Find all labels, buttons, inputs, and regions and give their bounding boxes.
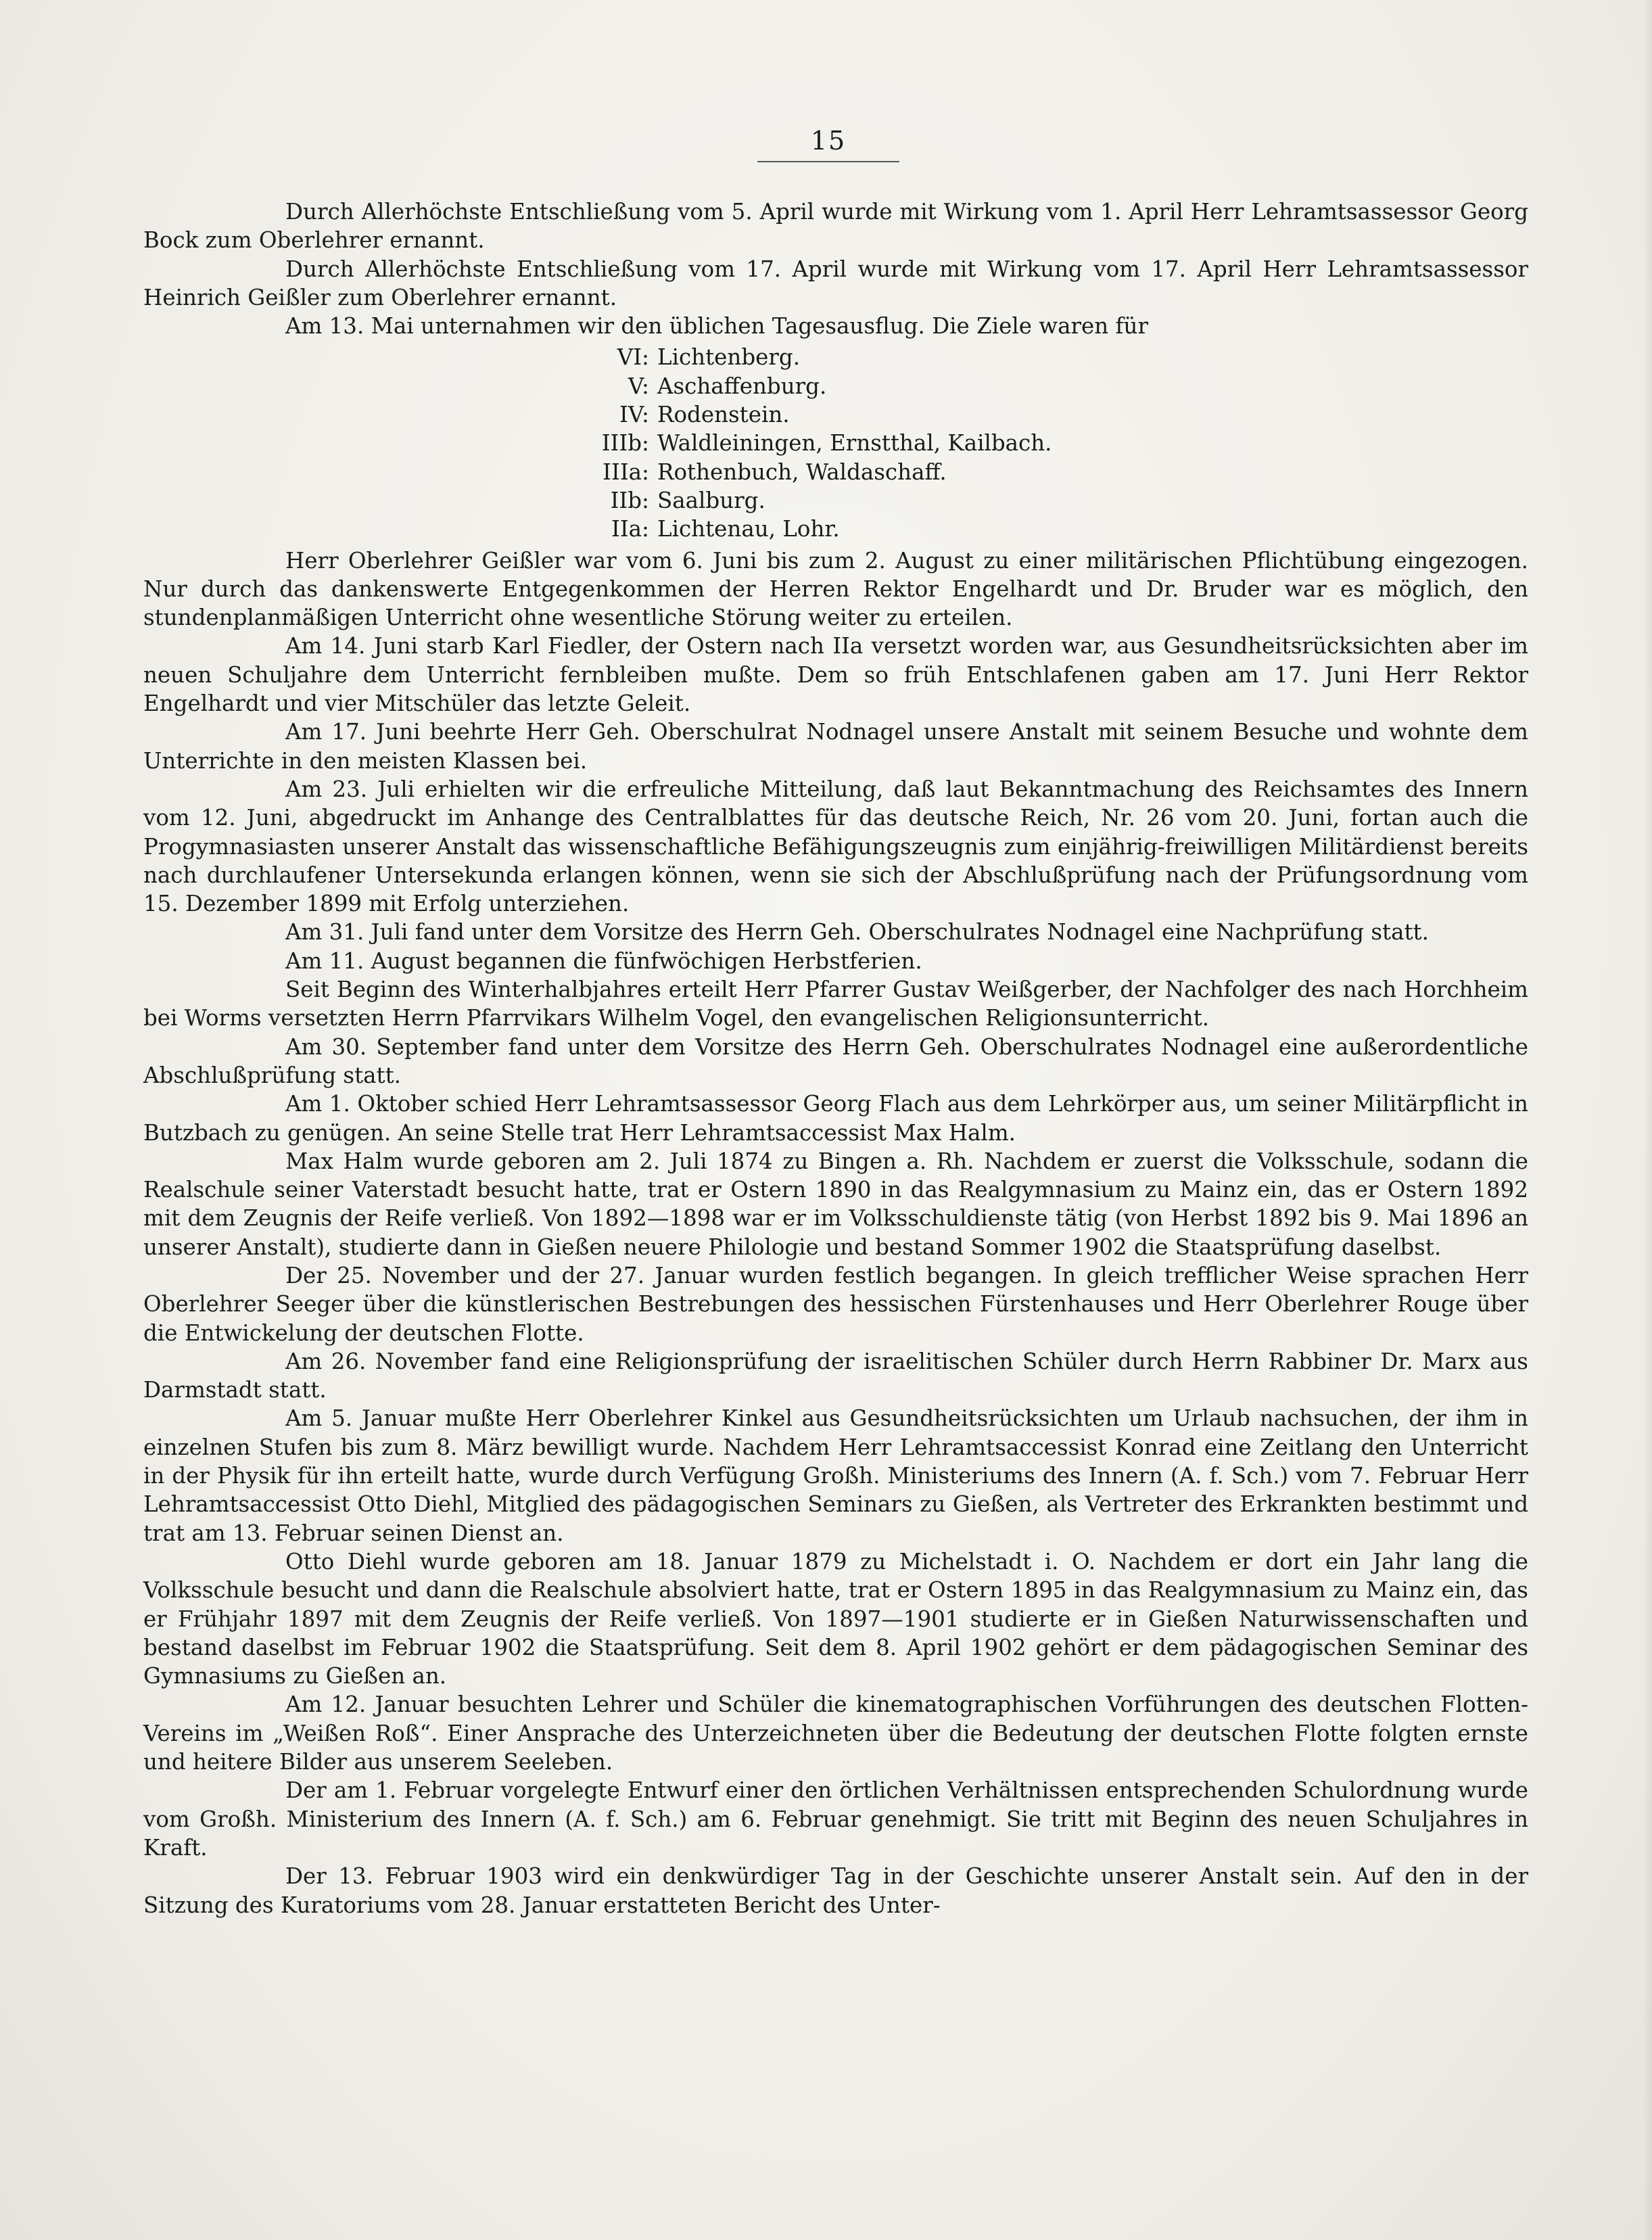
excursion-goal-row (143, 515, 1528, 543)
goal-class: IIa: (611, 516, 649, 542)
document-body (143, 197, 1528, 1919)
goal-class: IIIa: (603, 459, 649, 485)
paragraph-religion-exam: Am 26. November fand eine Religionsprüfung der israelitischen Schüler durch Herrn Rabbiner Dr. Marx aus Darmstadt statt. (143, 1348, 1528, 1403)
paragraph-cinema-visit: Am 12. Januar besuchten Lehrer und Schüler die kinematographischen Vorführungen des deutschen Flotten-Vereins im „Weißen Roß“. Einer Ansprache des Unterzeichneten über die Bedeutung der deutschen Flotte folgten ernste und heitere Bilder aus unserem Seeleben. (143, 1691, 1528, 1775)
excursion-goal-row (143, 458, 1528, 486)
paragraph-autumn-holidays: Am 11. August begannen die fünfwöchigen Herbstferien. (285, 948, 922, 974)
goal-destination: Lichtenau, Lohr. (657, 516, 840, 542)
page-edge-shadow (1643, 0, 1652, 2240)
excursion-goal-row (143, 486, 1528, 515)
page-number-rule (757, 161, 899, 162)
excursion-goal-row (143, 429, 1528, 457)
paragraph-halm-biography: Max Halm wurde geboren am 2. Juli 1874 zu Bingen a. Rh. Nachdem er zuerst die Volksschule, sodann die Realschule seiner Vaterstadt besucht hatte, trat er Ostern 1890 in das Realgymnasium zu Mainz ein, das er Ostern 1892 mit dem Zeugnis der Reife verließ. Von 1892—1898 war er im Volksschuldienste tätig (von Herbst 1892 bis 9. Mai 1896 an unserer Anstalt), studierte dann in Gießen neuere Philologie und bestand Sommer 1902 die Staatsprüfung daselbst. (143, 1148, 1528, 1260)
goal-class: IIb: (610, 487, 649, 513)
paragraph-bock-appointment: Durch Allerhöchste Entschließung vom 5. April wurde mit Wirkung vom 1. April Herr Lehramtsassessor Georg Bock zum Oberlehrer ernannt. (143, 199, 1528, 254)
excursion-goal-row (143, 343, 1528, 371)
goal-destination: Waldleiningen, Ernstthal, Kailbach. (657, 430, 1052, 457)
paragraph-extra-exam: Am 30. September fand unter dem Vorsitze des Herrn Geh. Oberschulrates Nodnagel eine außerordentliche Abschlußprüfung statt. (143, 1033, 1528, 1088)
excursion-goals-list (143, 343, 1528, 543)
paragraph-kinkel-leave: Am 5. Januar mußte Herr Oberlehrer Kinkel aus Gesundheitsrücksichten um Urlaub nachsuchen, der ihm in einzelnen Stufen bis zum 8. März bewilligt wurde. Nachdem Herr Lehramtsaccessist Konrad eine Zeitlang den Unterricht in der Physik für ihn erteilt hatte, wurde durch Verfügung Großh. Ministeriums des Innern (A. f. Sch.) vom 7. Februar Herr Lehramtsaccessist Otto Diehl, Mitglied des pädagogischen Seminars zu Gießen, als Vertreter des Erkrankten bestimmt und trat am 13. Februar seinen Dienst an. (143, 1405, 1528, 1546)
goal-destination: Saalburg. (657, 487, 765, 513)
goal-class: V: (628, 373, 649, 399)
paragraph-flach-departure: Am 1. Oktober schied Herr Lehramtsassessor Georg Flach aus dem Lehrkörper aus, um seiner Militärpflicht in Butzbach zu genügen. An seine Stelle trat Herr Lehramtsaccessist Max Halm. (143, 1091, 1528, 1146)
goal-destination: Aschaffenburg. (657, 373, 827, 399)
paragraph-february-13: Der 13. Februar 1903 wird ein denkwürdiger Tag in der Geschichte unserer Anstalt sein. Auf den in der Sitzung des Kuratoriums vom 28. Januar erstatteten Bericht des Unter- (143, 1863, 1528, 1918)
paragraph-geissler-appointment: Durch Allerhöchste Entschließung vom 17. April wurde mit Wirkung vom 17. April Herr Lehramtsassessor Heinrich Geißler zum Oberlehrer ernannt. (143, 256, 1528, 310)
paragraph-nodnagel-visit: Am 17. Juni beehrte Herr Geh. Oberschulrat Nodnagel unsere Anstalt mit seinem Besuche und wohnte dem Unterrichte in den meisten Klassen bei. (143, 719, 1528, 774)
paragraph-geissler-military: Herr Oberlehrer Geißler war vom 6. Juni bis zum 2. August zu einer militärischen Pflichtübung eingezogen. Nur durch das dankenswerte Entgegenkommen der Herren Rektor Engelhardt und Dr. Bruder war es möglich, den stundenplanmäßigen Unterricht ohne wesentliche Störung weiter zu erteilen. (143, 547, 1528, 631)
paragraph-reexamination: Am 31. Juli fand unter dem Vorsitze des Herrn Geh. Oberschulrates Nodnagel eine Nachprüfung statt. (285, 919, 1429, 946)
goal-class: IV: (619, 402, 649, 428)
goal-destination: Lichtenberg. (657, 344, 801, 371)
goal-destination: Rodenstein. (657, 402, 790, 428)
paragraph-school-rules: Der am 1. Februar vorgelegte Entwurf einer den örtlichen Verhältnissen entsprechenden Schulordnung wurde vom Großh. Ministerium des Innern (A. f. Sch.) am 6. Februar genehmigt. Sie tritt mit Beginn des neuen Schuljahres in Kraft. (143, 1777, 1528, 1861)
paragraph-celebrations: Der 25. November und der 27. Januar wurden festlich begangen. In gleich trefflicher Weise sprachen Herr Oberlehrer Seeger über die künstlerischen Bestrebungen des hessischen Fürstenhauses und Herr Oberlehrer Rouge über die Entwickelung der deutschen Flotte. (143, 1262, 1528, 1346)
page-number: 15 (810, 126, 847, 156)
paragraph-excursion-intro: Am 13. Mai unternahmen wir den üblichen Tagesausflug. Die Ziele waren für (285, 313, 1149, 340)
paragraph-fiedler-death: Am 14. Juni starb Karl Fiedler, der Ostern nach IIa versetzt worden war, aus Gesundheitsrücksichten aber im neuen Schuljahre dem Unterricht fernbleiben mußte. Dem so früh Entschlafenen gaben am 17. Juni Herr Rektor Engelhardt und vier Mitschüler das letzte Geleit. (143, 633, 1528, 717)
excursion-goal-row (143, 400, 1528, 429)
paragraph-diehl-biography: Otto Diehl wurde geboren am 18. Januar 1879 zu Michelstadt i. O. Nachdem er dort ein Jahr lang die Volksschule besucht und dann die Realschule absolviert hatte, trat er Ostern 1895 in das Realgymnasium zu Mainz ein, das er Frühjahr 1897 mit dem Zeugnis der Reife verließ. Von 1897—1901 studierte er in Gießen Naturwissenschaften und bestand daselbst im Februar 1902 die Staatsprüfung. Seit dem 8. April 1902 gehört er dem pädagogischen Seminar des Gymnasiums zu Gießen an. (143, 1548, 1528, 1689)
goal-destination: Rothenbuch, Waldaschaff. (657, 459, 947, 485)
excursion-goal-row (143, 372, 1528, 400)
paragraph-certificate-notice: Am 23. Juli erhielten wir die erfreuliche Mitteilung, daß laut Bekanntmachung des Reichsamtes des Innern vom 12. Juni, abgedruckt im Anhange des Centralblattes für das deutsche Reich, Nr. 26 vom 20. Juni, fortan auch die Progymnasiasten unserer Anstalt das wissenschaftliche Befähigungszeugnis zum einjährig-freiwilligen Militärdienst bereits nach durchlaufener Untersekunda erlangen können, wenn sie sich der Abschlußprüfung nach der Prüfungsordnung vom 15. Dezember 1899 mit Erfolg unterziehen. (143, 776, 1528, 917)
goal-class: IIIb: (601, 430, 649, 457)
paragraph-religion-teacher: Seit Beginn des Winterhalbjahres erteilt Herr Pfarrer Gustav Weißgerber, der Nachfolger des nach Horchheim bei Worms versetzten Herrn Pfarrvikars Wilhelm Vogel, den evangelischen Religionsunterricht. (143, 977, 1528, 1031)
goal-class: VI: (617, 344, 649, 371)
